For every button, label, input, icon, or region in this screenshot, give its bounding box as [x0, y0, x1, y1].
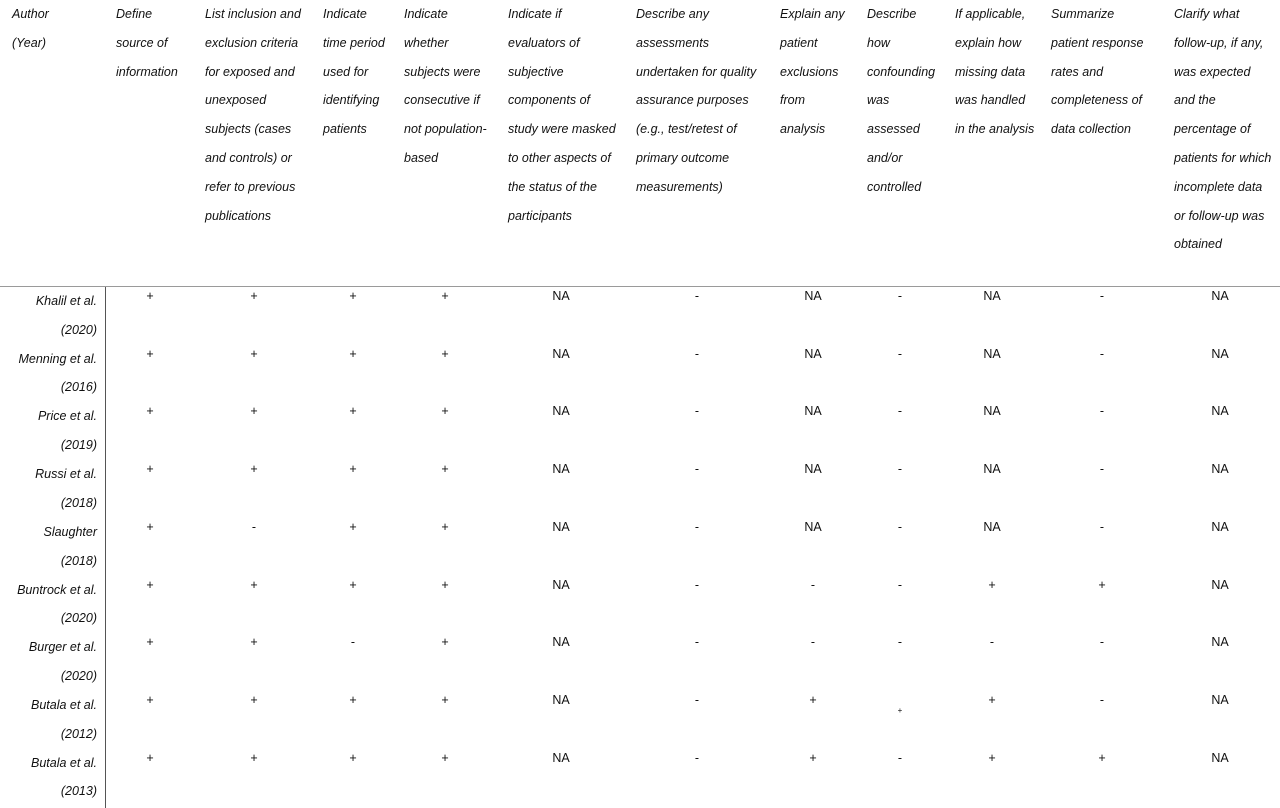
- rating-cell: NA: [983, 404, 1001, 419]
- rating-cell: +: [146, 577, 154, 592]
- author-year: (2018): [60, 553, 97, 568]
- rating-cell: -: [810, 577, 816, 592]
- author-column-divider: [105, 287, 106, 808]
- rating-cell: NA: [1211, 462, 1229, 477]
- rating-cell: +: [146, 404, 154, 419]
- rating-cell: NA: [552, 750, 570, 765]
- rating-cell: +: [441, 519, 449, 534]
- rating-cell: -: [1099, 289, 1105, 303]
- rating-cell: +: [146, 346, 154, 361]
- author-cell: [0, 576, 97, 634]
- header-consecutive-subjects: Indicate whether subjects were consecutive if not population-based: [404, 7, 487, 165]
- rating-cell: +: [250, 289, 258, 303]
- rating-cell: +: [988, 577, 996, 592]
- rating-cell: NA: [552, 635, 570, 650]
- rating-cell: +: [146, 289, 154, 303]
- rating-cell: -: [350, 635, 356, 650]
- author-name: Butala et al.: [30, 697, 97, 712]
- author-year: (2020): [60, 611, 97, 626]
- rating-cell: NA: [1211, 750, 1229, 765]
- rating-cell: NA: [552, 577, 570, 592]
- rating-cell: -: [1099, 346, 1105, 361]
- rating-cell: +: [988, 692, 996, 707]
- rating-cell: NA: [552, 519, 570, 534]
- rating-cell: NA: [552, 289, 570, 303]
- rating-cell: +: [349, 404, 357, 419]
- rating-cell: NA: [1211, 289, 1229, 303]
- rating-cell: NA: [1211, 404, 1229, 419]
- author-year: (2013): [60, 784, 97, 799]
- rating-cell: -: [1099, 635, 1105, 650]
- rating-cell: +: [146, 462, 154, 477]
- rating-cell: +: [441, 635, 449, 650]
- rating-cell: +: [146, 692, 154, 707]
- author-year: (2018): [60, 495, 97, 510]
- header-confounding: Describe how confounding was assessed and/or controlled: [867, 7, 936, 194]
- rating-cell: +: [349, 462, 357, 477]
- author-cell: [0, 402, 97, 460]
- rating-cell: NA: [983, 462, 1001, 477]
- rating-cell: NA: [804, 289, 822, 303]
- rating-cell: -: [1099, 462, 1105, 477]
- author-cell: [0, 749, 97, 807]
- rating-cell: -: [694, 577, 700, 592]
- author-year: (2016): [60, 380, 97, 395]
- header-masked-evaluators: Indicate if evaluators of subjective components of study were masked to other aspects of the status of the participants: [508, 7, 616, 223]
- rating-cell: -: [1099, 404, 1105, 419]
- rating-cell: -: [897, 462, 903, 477]
- rating-cell: NA: [552, 692, 570, 707]
- rating-cell: NA: [1211, 519, 1229, 534]
- rating-cell: +: [146, 519, 154, 534]
- header-quality-assurance: Describe any assessments undertaken for quality assurance purposes (e.g., test/retest of primary outcome measurements): [636, 7, 757, 194]
- header-time-period: Indicate time period used for identifying patients: [323, 7, 385, 137]
- author-cell: [0, 460, 97, 518]
- rating-cell: -: [694, 692, 700, 707]
- rating-cell: NA: [804, 346, 822, 361]
- rating-cell: +: [809, 692, 817, 707]
- rating-cell: +: [349, 519, 357, 534]
- rating-cell: -: [897, 519, 903, 534]
- rating-cell: +: [250, 577, 258, 592]
- rating-cell: NA: [1211, 577, 1229, 592]
- rating-cell: NA: [983, 519, 1001, 534]
- rating-cell: +: [349, 289, 357, 303]
- author-cell: [0, 691, 97, 749]
- rating-cell: +: [349, 346, 357, 361]
- header-divider: [0, 286, 1280, 287]
- rating-cell: +: [250, 346, 258, 361]
- rating-cell: NA: [983, 289, 1001, 303]
- author-cell: [0, 345, 97, 403]
- rating-cell: +: [1098, 577, 1106, 592]
- rating-cell: -: [897, 577, 903, 592]
- header-follow-up: Clarify what follow-up, if any, was expected and the percentage of patients for which incomplete data or follow-up was obtained: [1174, 7, 1272, 252]
- rating-cell: NA: [1211, 635, 1229, 650]
- rating-cell: -: [1099, 519, 1105, 534]
- header-author-year: Author (Year): [12, 7, 49, 50]
- author-cell: [0, 518, 97, 576]
- rating-cell: NA: [804, 462, 822, 477]
- rating-cell: -: [1099, 692, 1105, 707]
- author-year: (2020): [60, 322, 97, 337]
- rating-cell: +: [1098, 750, 1106, 765]
- author-name: Butala et al.: [30, 755, 97, 770]
- rating-cell: -: [694, 462, 700, 477]
- rating-cell: -: [810, 635, 816, 650]
- rating-cell: +: [441, 289, 449, 303]
- author-cell: [0, 633, 97, 691]
- rating-cell: NA: [552, 462, 570, 477]
- rating-cell: -: [694, 346, 700, 361]
- author-cell: [0, 287, 97, 345]
- author-year: (2019): [60, 438, 97, 453]
- rating-cell: -: [897, 346, 903, 361]
- author-name: Price et al.: [37, 409, 97, 424]
- rating-cell: -: [694, 404, 700, 419]
- rating-cell: -: [694, 289, 700, 303]
- header-patient-exclusions: Explain any patient exclusions from analysis: [780, 7, 845, 137]
- rating-cell: -: [897, 289, 903, 303]
- rating-cell: -: [897, 750, 903, 765]
- rating-cell: +: [988, 750, 996, 765]
- rating-cell: +: [441, 462, 449, 477]
- rating-cell: +: [250, 692, 258, 707]
- rating-cell: -: [694, 750, 700, 765]
- rating-cell: -: [897, 404, 903, 419]
- rating-cell: NA: [804, 519, 822, 534]
- author-name: Russi et al.: [35, 467, 97, 482]
- author-name: Burger et al.: [28, 640, 97, 655]
- header-source-of-information: Define source of information: [116, 7, 178, 79]
- author-year: (2020): [60, 668, 97, 683]
- rating-cell: +: [349, 692, 357, 707]
- rating-cell: NA: [1211, 692, 1229, 707]
- rating-cell: -: [989, 635, 995, 650]
- rating-cell: +: [441, 346, 449, 361]
- author-name: Buntrock et al.: [17, 582, 97, 597]
- rating-cell: +: [250, 635, 258, 650]
- rating-cell: +: [441, 577, 449, 592]
- rating-cell: NA: [983, 346, 1001, 361]
- rating-cell: +: [250, 404, 258, 419]
- author-name: Khalil et al.: [35, 294, 97, 308]
- rating-cell: +: [349, 750, 357, 765]
- rating-cell: +: [809, 750, 817, 765]
- rating-cell: +: [349, 577, 357, 592]
- header-inclusion-exclusion-criteria: List inclusion and exclusion criteria for exposed and unexposed subjects (cases and controls) or refer to previous publications: [205, 7, 301, 223]
- rating-cell: +: [441, 750, 449, 765]
- rating-cell: -: [694, 635, 700, 650]
- author-name: Menning et al.: [18, 351, 97, 366]
- rating-cell: +: [146, 635, 154, 650]
- rating-cell: +: [441, 404, 449, 419]
- rating-cell: +: [146, 750, 154, 765]
- rating-cell: NA: [552, 404, 570, 419]
- rating-cell: +: [441, 692, 449, 707]
- rating-cell: +: [250, 750, 258, 765]
- rating-cell: NA: [552, 346, 570, 361]
- rating-cell: -: [694, 519, 700, 534]
- rating-cell: -: [251, 519, 257, 534]
- rating-cell: +: [250, 462, 258, 477]
- author-name: Slaughter: [43, 524, 97, 539]
- header-missing-data: If applicable, explain how missing data was handled in the analysis: [955, 7, 1035, 137]
- rating-cell: NA: [1211, 346, 1229, 361]
- header-response-rates: Summarize patient response rates and completeness of data collection: [1051, 7, 1144, 137]
- rating-cell: NA: [804, 404, 822, 419]
- author-year: (2012): [60, 726, 97, 741]
- rating-cell: -: [897, 635, 903, 650]
- rating-cell: +: [897, 705, 903, 715]
